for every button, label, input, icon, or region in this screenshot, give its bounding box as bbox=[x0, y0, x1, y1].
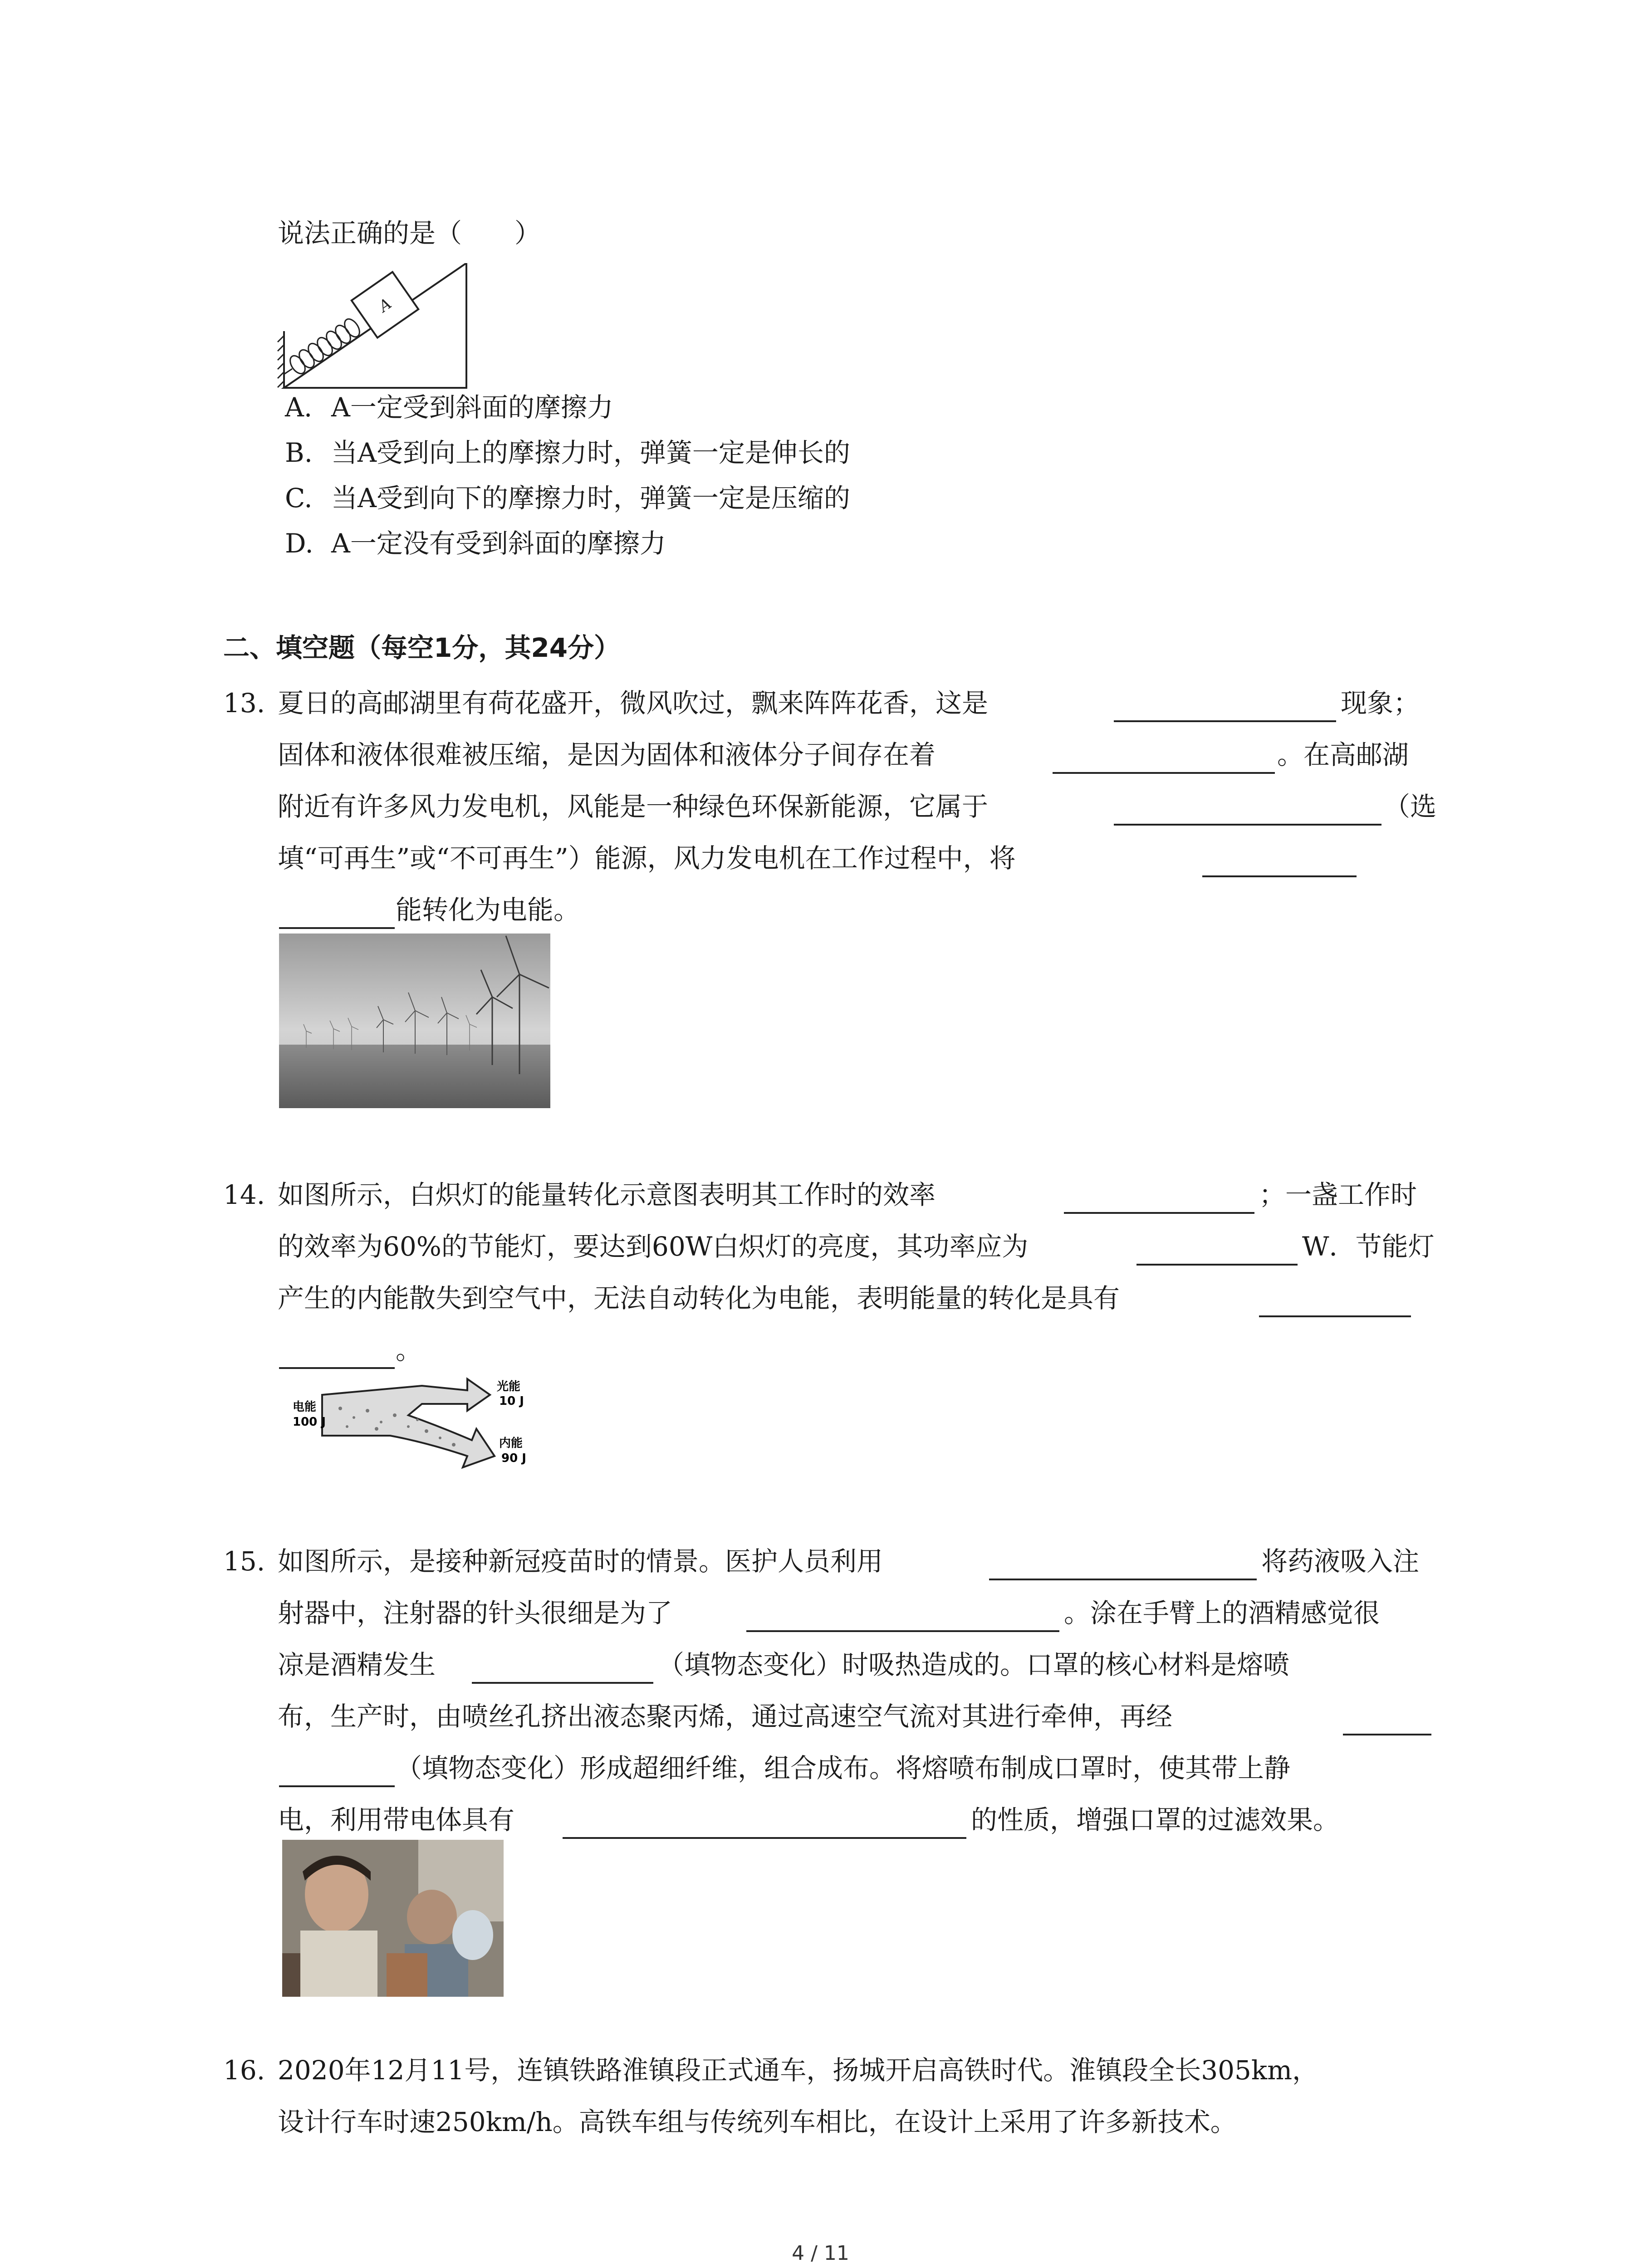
q14-line1-tail: ；一盏工作时 bbox=[1259, 1179, 1417, 1210]
option-text: 当A受到向下的摩擦力时，弹簧一定是压缩的 bbox=[331, 483, 850, 513]
q14-line2-text: 的效率为60%的节能灯，要达到60W白炽灯的亮度，其功率应为 bbox=[278, 1231, 1029, 1262]
q13-line3-tail: （选 bbox=[1384, 791, 1437, 822]
q13-blank-2[interactable] bbox=[1053, 746, 1275, 774]
q14-blank-3[interactable] bbox=[1259, 1289, 1411, 1317]
q15-line2-text: 射器中，注射器的针头很细是为了 bbox=[278, 1598, 673, 1628]
heat-energy-value: 90 J bbox=[501, 1452, 526, 1465]
q13-number: 13. bbox=[223, 688, 265, 719]
q14-blank-1[interactable] bbox=[1064, 1186, 1254, 1214]
option-text: 当A受到向上的摩擦力时，弹簧一定是伸长的 bbox=[331, 437, 850, 468]
input-energy-value: 100 J bbox=[293, 1415, 326, 1429]
q15-blank-4[interactable] bbox=[1343, 1707, 1431, 1735]
q15-blank-4-cont[interactable] bbox=[279, 1759, 395, 1787]
q13-blank-4-cont[interactable] bbox=[279, 901, 395, 929]
light-energy-value: 10 J bbox=[499, 1394, 524, 1408]
q15-blank-2[interactable] bbox=[746, 1604, 1059, 1632]
q16-number: 16. bbox=[223, 2055, 265, 2086]
q13-line5-text: 能转化为电能。 bbox=[396, 894, 580, 925]
q15-blank-3[interactable] bbox=[472, 1656, 653, 1684]
option-text: A一定受到斜面的摩擦力 bbox=[331, 392, 613, 423]
q14-line2-tail: W．节能灯 bbox=[1302, 1231, 1435, 1262]
q12-stem-tail: 说法正确的是（ ） bbox=[278, 218, 541, 249]
vaccination-photo bbox=[282, 1840, 504, 1997]
block-a-label: A bbox=[375, 294, 395, 316]
q14-line4-tail: 。 bbox=[396, 1334, 422, 1365]
q15-line6-text: 电，利用带电体具有 bbox=[278, 1804, 515, 1835]
option-text: A一定没有受到斜面的摩擦力 bbox=[331, 528, 666, 559]
page-number: 4 / 11 bbox=[792, 2242, 849, 2265]
option-letter: B. bbox=[285, 437, 313, 468]
q15-line5-text: （填物态变化）形成超细纤维，组合成布。将熔喷布制成口罩时，使其带上静 bbox=[396, 1753, 1291, 1784]
q15-line3-text: 凉是酒精发生 bbox=[278, 1649, 436, 1680]
q14-line3-text: 产生的内能散失到空气中，无法自动转化为电能，表明能量的转化是具有 bbox=[278, 1283, 1120, 1314]
energy-flow-figure bbox=[290, 1372, 535, 1476]
q13-line1-text: 夏日的高邮湖里有荷花盛开，微风吹过，飘来阵阵花香，这是 bbox=[278, 688, 989, 719]
q13-blank-3[interactable] bbox=[1114, 797, 1381, 826]
q13-line4-text: 填“可再生”或“不可再生”）能源，风力发电机在工作过程中，将 bbox=[278, 843, 1016, 874]
option-letter: D. bbox=[285, 528, 314, 559]
q15-number: 15. bbox=[223, 1546, 265, 1577]
light-energy-label: 光能 bbox=[497, 1380, 521, 1393]
q14-line1-text: 如图所示，白炽灯的能量转化示意图表明其工作时的效率 bbox=[278, 1179, 936, 1210]
section-heading: 二、填空题（每空1分，其24分） bbox=[223, 632, 621, 663]
q15-line1-tail: 将药液吸入注 bbox=[1261, 1546, 1420, 1577]
option-letter: C. bbox=[285, 483, 313, 513]
q14-number: 14. bbox=[223, 1179, 265, 1210]
q15-line1-text: 如图所示，是接种新冠疫苗时的情景。医护人员利用 bbox=[278, 1546, 883, 1577]
q15-line4-text: 布，生产时，由喷丝孔挤出液态聚丙烯，通过高速空气流对其进行牵伸，再经 bbox=[278, 1701, 1173, 1732]
q13-line3-text: 附近有许多风力发电机，风能是一种绿色环保新能源，它属于 bbox=[278, 791, 989, 822]
q15-line6-tail: 的性质，增强口罩的过滤效果。 bbox=[971, 1804, 1340, 1835]
q13-blank-4[interactable] bbox=[1202, 849, 1357, 877]
spring-incline-figure bbox=[276, 263, 471, 399]
q14-blank-3-cont[interactable] bbox=[279, 1341, 395, 1369]
heat-energy-label: 内能 bbox=[499, 1437, 523, 1450]
q13-line2-text: 固体和液体很难被压缩，是因为固体和液体分子间存在着 bbox=[278, 739, 936, 770]
q14-blank-2[interactable] bbox=[1136, 1237, 1298, 1266]
option-letter: A. bbox=[285, 392, 313, 423]
q13-line1-tail: 现象； bbox=[1341, 688, 1420, 719]
q15-line3-tail: （填物态变化）时吸热造成的。口罩的核心材料是熔喷 bbox=[658, 1649, 1290, 1680]
q15-blank-5[interactable] bbox=[563, 1811, 966, 1839]
q16-line2-text: 设计行车时速250km/h。高铁车组与传统列车相比，在设计上采用了许多新技术。 bbox=[278, 2107, 1237, 2137]
q16-line1-text: 2020年12月11号，连镇铁路淮镇段正式通车，扬城开启高铁时代。淮镇段全长305km， bbox=[278, 2055, 1319, 2086]
q13-blank-1[interactable] bbox=[1114, 694, 1336, 722]
input-energy-label: 电能 bbox=[293, 1400, 317, 1414]
q13-line2-tail: 。在高邮湖 bbox=[1277, 739, 1409, 770]
q15-blank-1[interactable] bbox=[989, 1552, 1257, 1580]
q15-line2-tail: 。涂在手臂上的酒精感觉很 bbox=[1064, 1598, 1380, 1628]
wind-turbines-photo bbox=[279, 934, 550, 1108]
